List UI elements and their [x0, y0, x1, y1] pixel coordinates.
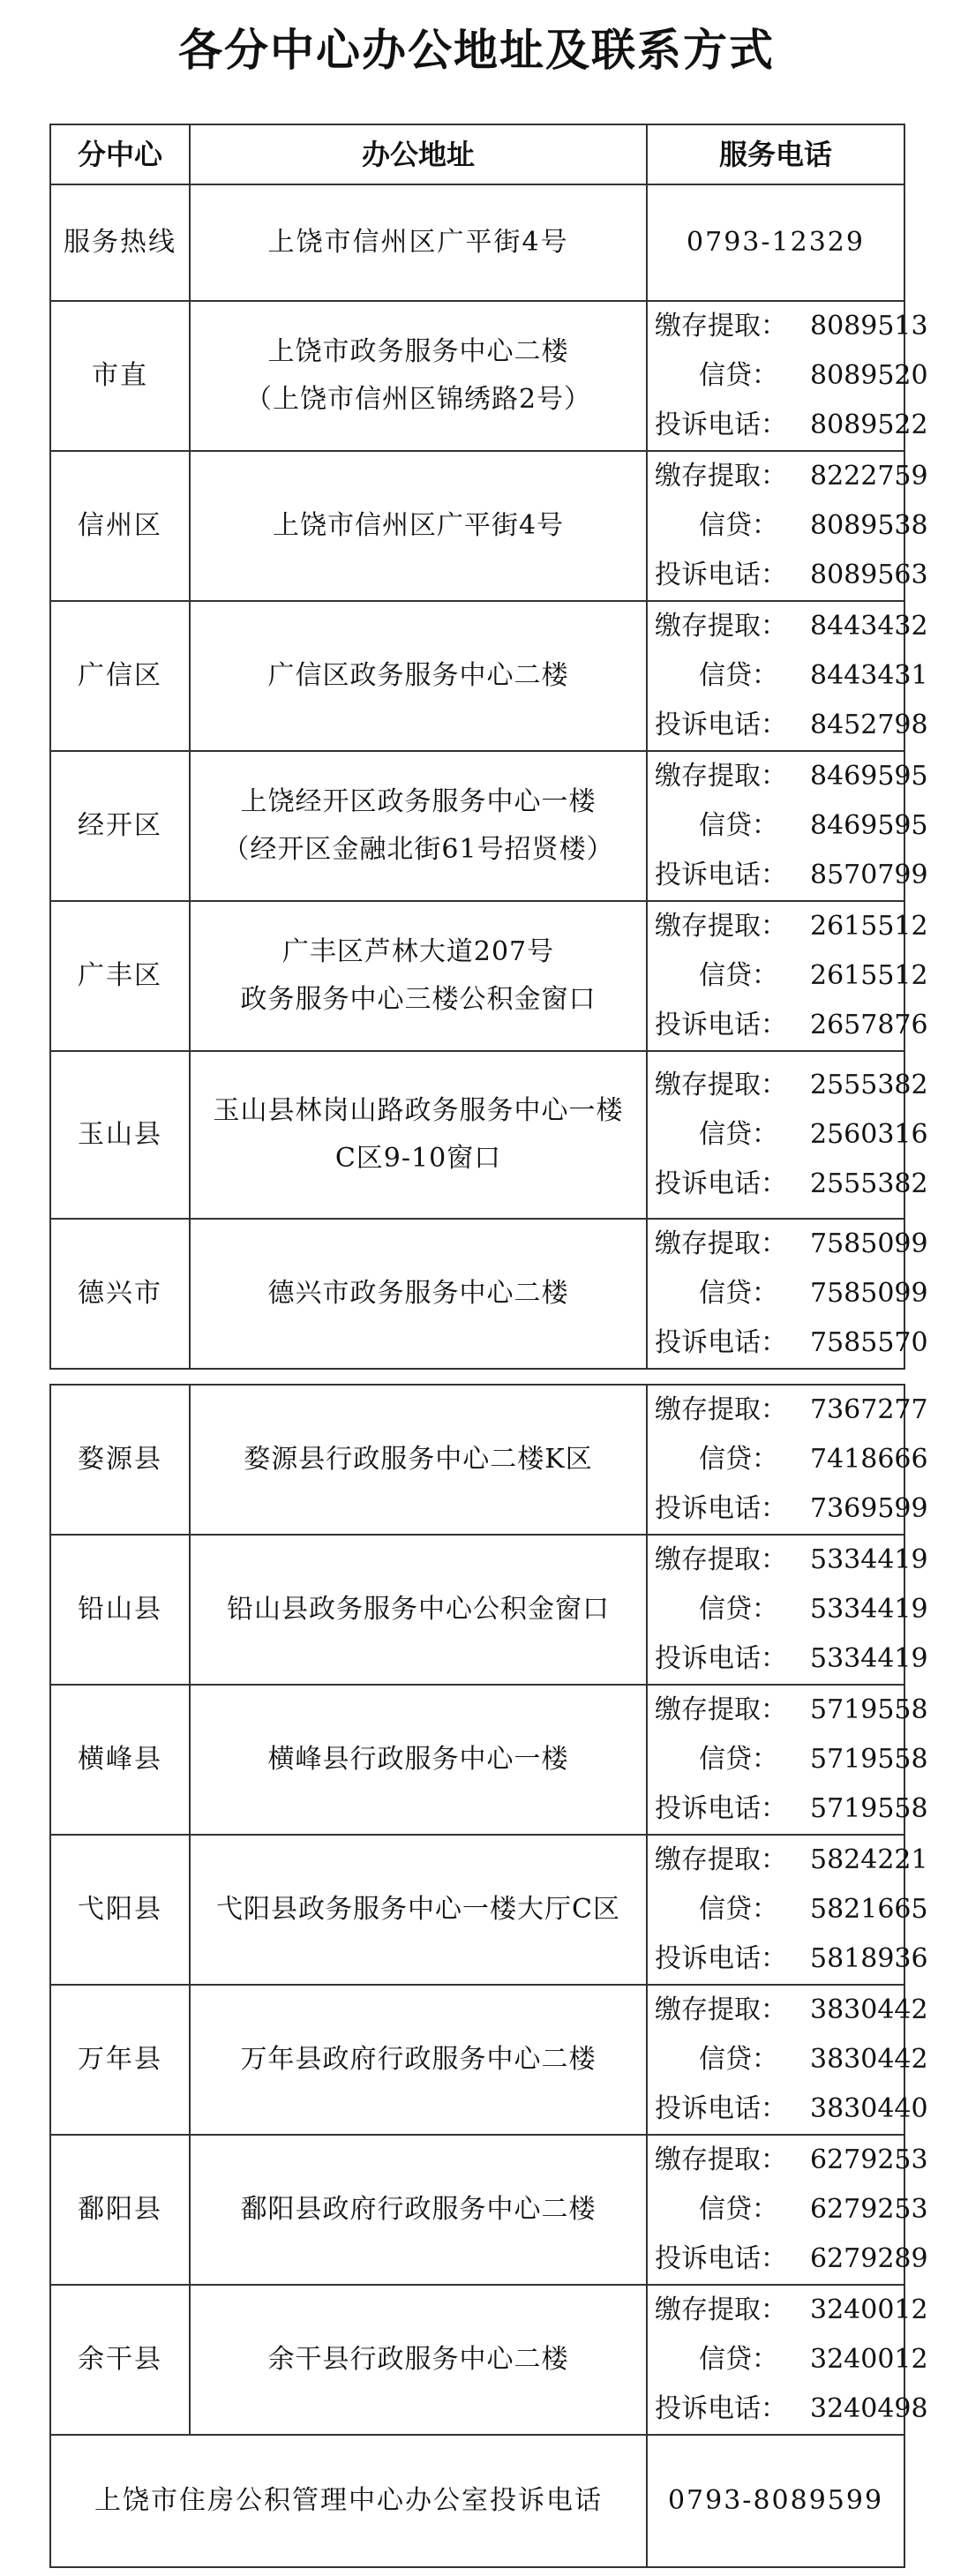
- branch-row: [50, 601, 904, 751]
- complaint-phone-line: [655, 1934, 928, 1984]
- address-line: 上饶经开区政务服务中心一楼: [240, 786, 597, 817]
- branch-phones: [647, 1535, 928, 1685]
- loan-phone-label: 信贷：: [699, 1119, 778, 1150]
- deposit-phone-line: [655, 1686, 928, 1735]
- deposit-phone-line: [655, 1061, 928, 1110]
- loan-phone-number: 5821665: [810, 1894, 928, 1925]
- branch-phones: [647, 2135, 928, 2285]
- complaint-phone-label: 投诉电话：: [655, 710, 787, 740]
- branch-phones: [647, 451, 928, 601]
- branch-row: [50, 751, 904, 901]
- complaint-phone-line: [655, 401, 928, 450]
- contact-table-part-1: [49, 124, 928, 1370]
- address-line: 横峰县行政服务中心一楼: [267, 1744, 569, 1775]
- branch-row: [50, 1685, 904, 1835]
- loan-phone-line: [655, 351, 928, 401]
- deposit-phone-number: 7585099: [810, 1228, 928, 1259]
- complaint-phone-line: [655, 1784, 928, 1834]
- address-line: （经开区金融北街61号招贤楼）: [222, 834, 614, 865]
- complaint-phone-number: 5818936: [810, 1943, 928, 1974]
- loan-phone-line: [655, 2185, 928, 2234]
- loan-phone-label: 信贷：: [699, 1444, 778, 1475]
- complaint-phone-label: 投诉电话：: [655, 1493, 787, 1524]
- address-line: （上饶市信州区锦绣路2号）: [244, 384, 592, 415]
- deposit-phone-label: 缴存提取：: [655, 761, 787, 792]
- branch-address: [190, 751, 647, 901]
- address-line: 上饶市信州区广平街4号: [272, 510, 565, 541]
- complaint-phone-line: [655, 1160, 928, 1209]
- address-line: 余干县行政服务中心二楼: [267, 2344, 569, 2375]
- deposit-phone-number: 5824221: [810, 1844, 928, 1875]
- hotline-row: [50, 184, 904, 301]
- loan-phone-line: [655, 1269, 928, 1318]
- deposit-phone-line: [655, 1836, 928, 1885]
- loan-phone-line: [655, 1735, 928, 1784]
- contact-table-part-2: [49, 1384, 928, 2568]
- deposit-phone-number: 8469595: [810, 761, 928, 792]
- loan-phone-label: 信贷：: [699, 360, 778, 391]
- branch-row: [50, 1385, 904, 1535]
- complaint-phone-line: [655, 701, 928, 750]
- loan-phone-number: 6279253: [810, 2194, 928, 2225]
- branch-name: 余干县: [50, 2285, 190, 2435]
- branch-name: 婺源县: [50, 1385, 190, 1535]
- complaint-phone-line: [655, 1318, 928, 1368]
- deposit-phone-label: 缴存提取：: [655, 611, 787, 642]
- branch-address: [190, 601, 647, 751]
- loan-phone-label: 信贷：: [699, 960, 778, 991]
- deposit-phone-label: 缴存提取：: [655, 1228, 787, 1259]
- branch-row: [50, 301, 904, 451]
- deposit-phone-number: 5334419: [810, 1544, 928, 1575]
- header-address: 办公地址: [190, 124, 647, 184]
- loan-phone-label: 信贷：: [699, 660, 778, 691]
- complaint-phone-number: 8570799: [810, 860, 928, 890]
- branch-address: [190, 1835, 647, 1985]
- loan-phone-number: 3830442: [810, 2044, 928, 2075]
- footer-row: [50, 2435, 904, 2567]
- deposit-phone-number: 7367277: [810, 1394, 928, 1425]
- deposit-phone-label: 缴存提取：: [655, 1844, 787, 1875]
- branch-phones: [647, 1685, 928, 1835]
- branch-name: 鄱阳县: [50, 2135, 190, 2285]
- deposit-phone-number: 8222759: [810, 461, 928, 492]
- branch-address: [190, 301, 647, 451]
- complaint-phone-number: 5334419: [810, 1643, 928, 1674]
- branch-row: [50, 2285, 904, 2435]
- address-line: 婺源县行政服务中心二楼K区: [244, 1444, 593, 1475]
- deposit-phone-line: [655, 2136, 928, 2185]
- loan-phone-line: [655, 1110, 928, 1160]
- address-line: 广信区政务服务中心二楼: [267, 660, 569, 691]
- loan-phone-number: 5719558: [810, 1744, 928, 1775]
- complaint-phone-line: [655, 851, 928, 900]
- hotline-name: 服务热线: [50, 184, 190, 301]
- branch-name: 德兴市: [50, 1219, 190, 1369]
- branch-row: [50, 1535, 904, 1685]
- deposit-phone-label: 缴存提取：: [655, 2294, 787, 2325]
- complaint-phone-label: 投诉电话：: [655, 1168, 787, 1199]
- complaint-phone-label: 投诉电话：: [655, 2243, 787, 2274]
- loan-phone-label: 信贷：: [699, 1744, 778, 1775]
- complaint-phone-label: 投诉电话：: [655, 2093, 787, 2124]
- footer-label: 上饶市住房公积管理中心办公室投诉电话: [50, 2435, 647, 2567]
- branch-row: [50, 1985, 904, 2135]
- loan-phone-number: 7418666: [810, 1444, 928, 1475]
- branch-name: 铅山县: [50, 1535, 190, 1685]
- deposit-phone-label: 缴存提取：: [655, 1694, 787, 1725]
- deposit-phone-number: 8443432: [810, 611, 928, 642]
- deposit-phone-number: 8089513: [810, 311, 928, 342]
- branch-row: [50, 2135, 904, 2285]
- complaint-phone-label: 投诉电话：: [655, 2393, 787, 2424]
- branch-address: [190, 1985, 647, 2135]
- complaint-phone-label: 投诉电话：: [655, 1943, 787, 1974]
- branch-phones: [647, 1051, 928, 1219]
- branch-row: [50, 1051, 904, 1219]
- address-line: 广丰区芦林大道207号: [281, 936, 555, 967]
- complaint-phone-label: 投诉电话：: [655, 560, 787, 590]
- complaint-phone-number: 3240498: [810, 2393, 928, 2424]
- complaint-phone-number: 5719558: [810, 1793, 928, 1824]
- deposit-phone-line: [655, 1986, 928, 2035]
- deposit-phone-line: [655, 1386, 928, 1435]
- deposit-phone-label: 缴存提取：: [655, 1994, 787, 2025]
- complaint-phone-number: 2555382: [810, 1168, 928, 1199]
- loan-phone-number: 7585099: [810, 1278, 928, 1309]
- branch-phones: [647, 901, 928, 1051]
- address-line: 弋阳县政务服务中心一楼大厅C区: [216, 1894, 620, 1925]
- complaint-phone-number: 7369599: [810, 1493, 928, 1524]
- complaint-phone-label: 投诉电话：: [655, 409, 787, 440]
- branch-row: [50, 451, 904, 601]
- branch-name: 横峰县: [50, 1685, 190, 1835]
- branch-phones: [647, 601, 928, 751]
- loan-phone-line: [655, 2035, 928, 2084]
- deposit-phone-label: 缴存提取：: [655, 911, 787, 942]
- deposit-phone-label: 缴存提取：: [655, 461, 787, 492]
- loan-phone-line: [655, 951, 928, 1001]
- complaint-phone-number: 8089563: [810, 560, 928, 590]
- loan-phone-number: 2560316: [810, 1119, 928, 1150]
- complaint-phone-line: [655, 2234, 928, 2284]
- loan-phone-number: 8443431: [810, 660, 928, 691]
- branch-name: 广信区: [50, 601, 190, 751]
- branch-row: [50, 901, 904, 1051]
- complaint-phone-number: 3830440: [810, 2093, 928, 2124]
- complaint-phone-number: 2657876: [810, 1010, 928, 1040]
- branch-address: [190, 901, 647, 1051]
- header-phone: 服务电话: [647, 124, 904, 184]
- hotline-phone: 0793-12329: [647, 184, 904, 301]
- loan-phone-number: 8089520: [810, 360, 928, 391]
- deposit-phone-label: 缴存提取：: [655, 1070, 787, 1100]
- branch-row: [50, 1219, 904, 1369]
- complaint-phone-label: 投诉电话：: [655, 1793, 787, 1824]
- deposit-phone-line: [655, 752, 928, 801]
- hotline-address: 上饶市信州区广平街4号: [190, 184, 647, 301]
- loan-phone-line: [655, 2335, 928, 2384]
- deposit-phone-line: [655, 902, 928, 951]
- loan-phone-line: [655, 1585, 928, 1634]
- complaint-phone-line: [655, 551, 928, 600]
- complaint-phone-line: [655, 1001, 928, 1050]
- deposit-phone-number: 2555382: [810, 1070, 928, 1100]
- loan-phone-number: 3240012: [810, 2344, 928, 2375]
- deposit-phone-line: [655, 302, 928, 351]
- deposit-phone-label: 缴存提取：: [655, 1394, 787, 1425]
- loan-phone-label: 信贷：: [699, 510, 778, 541]
- branch-phones: [647, 1985, 928, 2135]
- branch-phones: [647, 2285, 928, 2435]
- complaint-phone-line: [655, 1634, 928, 1684]
- address-line: 德兴市政务服务中心二楼: [267, 1278, 569, 1309]
- complaint-phone-number: 7585570: [810, 1327, 928, 1358]
- loan-phone-line: [655, 801, 928, 851]
- deposit-phone-line: [655, 602, 928, 651]
- loan-phone-line: [655, 501, 928, 551]
- header-row: [50, 124, 904, 184]
- deposit-phone-line: [655, 452, 928, 501]
- branch-address: [190, 2135, 647, 2285]
- complaint-phone-number: 8089522: [810, 409, 928, 440]
- loan-phone-number: 8089538: [810, 510, 928, 541]
- branch-address: [190, 1219, 647, 1369]
- loan-phone-number: 2615512: [810, 960, 928, 991]
- branch-name: 经开区: [50, 751, 190, 901]
- branch-name: 市直: [50, 301, 190, 451]
- deposit-phone-line: [655, 1220, 928, 1269]
- loan-phone-label: 信贷：: [699, 2194, 778, 2225]
- loan-phone-label: 信贷：: [699, 2044, 778, 2075]
- complaint-phone-label: 投诉电话：: [655, 1327, 787, 1358]
- branch-name: 信州区: [50, 451, 190, 601]
- footer-phone: 0793-8089599: [647, 2435, 904, 2567]
- complaint-phone-line: [655, 2084, 928, 2134]
- branch-row: [50, 1835, 904, 1985]
- branch-address: [190, 1385, 647, 1535]
- deposit-phone-number: 2615512: [810, 911, 928, 942]
- deposit-phone-label: 缴存提取：: [655, 1544, 787, 1575]
- address-line: 铅山县政务服务中心公积金窗口: [227, 1594, 610, 1625]
- complaint-phone-label: 投诉电话：: [655, 860, 787, 890]
- address-line: 玉山县林岗山路政务服务中心一楼: [213, 1095, 624, 1126]
- complaint-phone-number: 8452798: [810, 710, 928, 740]
- header-center: 分中心: [50, 124, 190, 184]
- loan-phone-number: 8469595: [810, 810, 928, 841]
- loan-phone-number: 5334419: [810, 1594, 928, 1625]
- branch-phones: [647, 1835, 928, 1985]
- loan-phone-line: [655, 1435, 928, 1484]
- branch-address: [190, 2285, 647, 2435]
- address-line: 鄱阳县政府行政服务中心二楼: [240, 2194, 597, 2225]
- address-line: 上饶市政务服务中心二楼: [267, 336, 569, 367]
- deposit-phone-number: 3240012: [810, 2294, 928, 2325]
- deposit-phone-line: [655, 2286, 928, 2335]
- address-line: C区9-10窗口: [334, 1143, 502, 1174]
- loan-phone-line: [655, 651, 928, 701]
- address-line: 政务服务中心三楼公积金窗口: [240, 984, 597, 1015]
- branch-phones: [647, 1385, 928, 1535]
- branch-name: 万年县: [50, 1985, 190, 2135]
- loan-phone-label: 信贷：: [699, 810, 778, 841]
- deposit-phone-label: 缴存提取：: [655, 311, 787, 342]
- branch-phones: [647, 751, 928, 901]
- loan-phone-label: 信贷：: [699, 2344, 778, 2375]
- branch-address: [190, 1685, 647, 1835]
- page-title: 各分中心办公地址及联系方式: [178, 25, 775, 76]
- loan-phone-label: 信贷：: [699, 1594, 778, 1625]
- branch-name: 广丰区: [50, 901, 190, 1051]
- complaint-phone-line: [655, 1484, 928, 1534]
- deposit-phone-number: 6279253: [810, 2144, 928, 2175]
- branch-phones: [647, 301, 928, 451]
- address-line: 万年县政府行政服务中心二楼: [240, 2044, 597, 2075]
- complaint-phone-label: 投诉电话：: [655, 1010, 787, 1040]
- branch-name: 玉山县: [50, 1051, 190, 1219]
- deposit-phone-number: 3830442: [810, 1994, 928, 2025]
- branch-address: [190, 451, 647, 601]
- complaint-phone-number: 6279289: [810, 2243, 928, 2274]
- deposit-phone-number: 5719558: [810, 1694, 928, 1725]
- loan-phone-line: [655, 1885, 928, 1934]
- loan-phone-label: 信贷：: [699, 1894, 778, 1925]
- loan-phone-label: 信贷：: [699, 1278, 778, 1309]
- branch-phones: [647, 1219, 928, 1369]
- branch-name: 弋阳县: [50, 1835, 190, 1985]
- branch-address: [190, 1535, 647, 1685]
- complaint-phone-line: [655, 2384, 928, 2434]
- complaint-phone-label: 投诉电话：: [655, 1643, 787, 1674]
- branch-address: [190, 1051, 647, 1219]
- deposit-phone-label: 缴存提取：: [655, 2144, 787, 2175]
- deposit-phone-line: [655, 1536, 928, 1585]
